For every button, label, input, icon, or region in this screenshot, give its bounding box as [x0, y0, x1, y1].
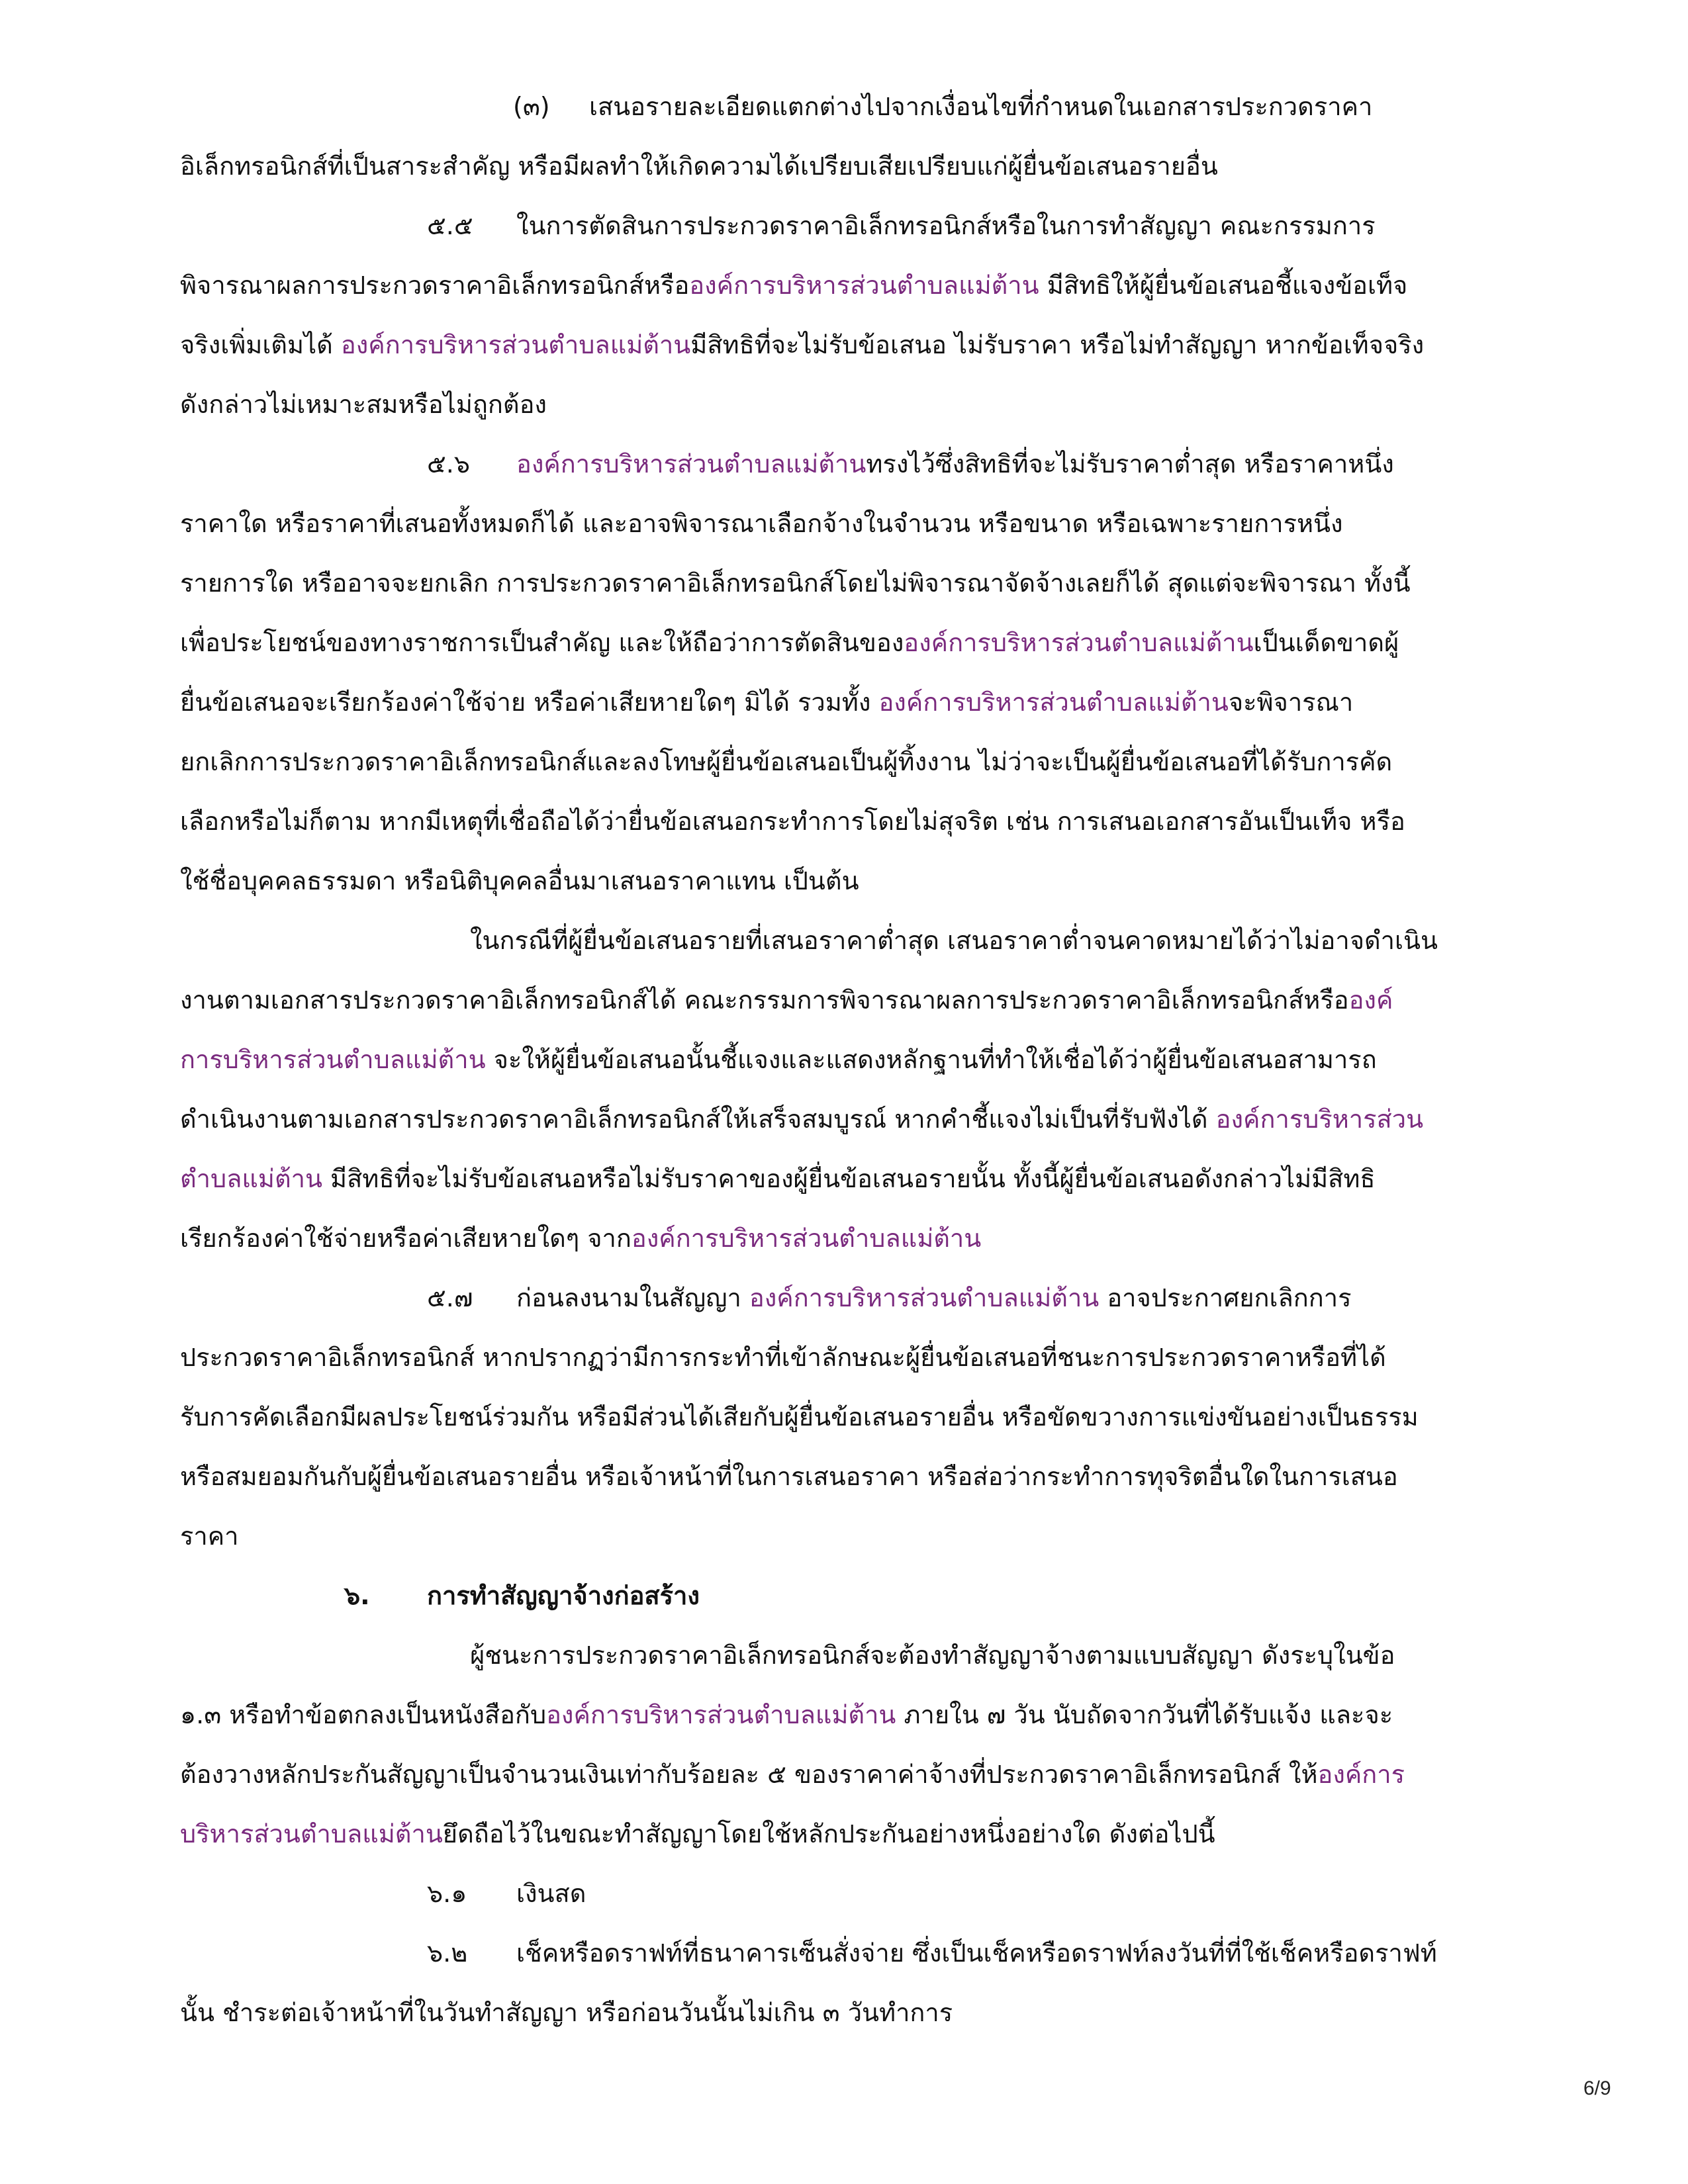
text-line: เสนอรายละเอียดแตกต่างไปจากเงื่อนไขที่กำหนดในเอกสารประกวดราคา — [589, 92, 1373, 121]
text-line: เรียกร้องค่าใช้จ่ายหรือค่าเสียหายใดๆ จากองค์การบริหารส่วนตำบลแม่ต้าน — [180, 1224, 982, 1253]
item-number: (๓) — [513, 92, 550, 121]
text-line: หรือสมยอมกันกับผู้ยื่นข้อเสนอรายอื่น หรือเจ้าหน้าที่ในการเสนอราคา หรือส่อว่ากระทำการทุจริตอื่นใดในการเสนอ — [180, 1462, 1398, 1491]
text-line: ผู้ชนะการประกวดราคาอิเล็กทรอนิกส์จะต้องทำสัญญาจ้างตามแบบสัญญา ดังระบุในข้อ — [470, 1641, 1395, 1670]
text-line: ก่อนลงนามในสัญญา องค์การบริหารส่วนตำบลแม่ต้าน อาจประกาศยกเลิกการ — [516, 1283, 1352, 1312]
org-name: องค์การบริหารส่วน — [1215, 1105, 1424, 1134]
org-name: องค์ — [1348, 985, 1393, 1015]
section-heading: การทำสัญญาจ้างก่อสร้าง — [427, 1581, 700, 1610]
org-name: ตำบลแม่ต้าน — [180, 1164, 322, 1193]
text-line: เลือกหรือไม่ก็ตาม หากมีเหตุที่เชื่อถือได้ว่ายื่นข้อเสนอกระทำการโดยไม่สุจริต เช่น การเสนอเอกสารอันเป็นเท็จ หรือ — [180, 807, 1405, 836]
text-line: ยกเลิกการประกวดราคาอิเล็กทรอนิกส์และลงโทษผู้ยื่นข้อเสนอเป็นผู้ทิ้งงาน ไม่ว่าจะเป็นผู้ยื่นข้อเสนอที่ได้รับการคัด — [180, 747, 1393, 776]
text-line: พิจารณาผลการประกวดราคาอิเล็กทรอนิกส์หรือองค์การบริหารส่วนตำบลแม่ต้าน มีสิทธิให้ผู้ยื่นข้อเสนอชี้แจงข้อเท็จ — [180, 271, 1408, 300]
text-line: ใช้ชื่อบุคคลธรรมดา หรือนิติบุคคลอื่นมาเสนอราคาแทน เป็นต้น — [180, 866, 859, 895]
text-line: ราคา — [180, 1522, 239, 1551]
text-line: ดังกล่าวไม่เหมาะสมหรือไม่ถูกต้อง — [180, 390, 547, 419]
org-name: องค์การบริหารส่วนตำบลแม่ต้าน — [878, 688, 1229, 717]
text-line: ดำเนินงานตามเอกสารประกวดราคาอิเล็กทรอนิกส์ให้เสร็จสมบูรณ์ หากคำชี้แจงไม่เป็นที่รับฟังได้ องค์การบริหารส่วน — [180, 1105, 1424, 1134]
org-name: องค์การบริหารส่วนตำบลแม่ต้าน — [689, 271, 1039, 300]
org-name: องค์การ — [1317, 1760, 1405, 1789]
text-line: ประกวดราคาอิเล็กทรอนิกส์ หากปรากฏว่ามีการกระทำที่เข้าลักษณะผู้ยื่นข้อเสนอที่ชนะการประกวดราคาหรือที่ได้ — [180, 1343, 1386, 1372]
text-line: เงินสด — [516, 1879, 586, 1908]
org-name: องค์การบริหารส่วนตำบลแม่ต้าน — [340, 330, 691, 359]
text-line: ๑.๓ หรือทำข้อตกลงเป็นหนังสือกับองค์การบริหารส่วนตำบลแม่ต้าน ภายใน ๗ วัน นับถัดจากวันที่ได้รับแจ้ง และจะ — [180, 1700, 1393, 1729]
text-line: ตำบลแม่ต้าน มีสิทธิที่จะไม่รับข้อเสนอหรือไม่รับราคาของผู้ยื่นข้อเสนอรายนั้น ทั้งนี้ผู้ยื่นข้อเสนอดังกล่าวไม่มีสิทธิ — [180, 1164, 1376, 1193]
text-line: ยื่นข้อเสนอจะเรียกร้องค่าใช้จ่าย หรือค่าเสียหายใดๆ มิได้ รวมทั้ง องค์การบริหารส่วนตำบลแม่ต้านจะพิจารณา — [180, 688, 1354, 717]
clause-number: ๕.๖ — [427, 449, 470, 478]
clause-number: ๖.๑ — [427, 1879, 467, 1908]
text-line: งานตามเอกสารประกวดราคาอิเล็กทรอนิกส์ได้ คณะกรรมการพิจารณาผลการประกวดราคาอิเล็กทรอนิกส์หรือองค์ — [180, 985, 1393, 1015]
org-name: องค์การบริหารส่วนตำบลแม่ต้าน — [631, 1224, 982, 1253]
text-line: ต้องวางหลักประกันสัญญาเป็นจำนวนเงินเท่ากับร้อยละ ๕ ของราคาค่าจ้างที่ประกวดราคาอิเล็กทรอนิกส์ ให้องค์การ — [180, 1760, 1405, 1789]
text-line: รับการคัดเลือกมีผลประโยชน์ร่วมกัน หรือมีส่วนได้เสียกับผู้ยื่นข้อเสนอรายอื่น หรือขัดขวางการแข่งขันอย่างเป็นธรรม — [180, 1402, 1419, 1432]
text-line: องค์การบริหารส่วนตำบลแม่ต้านทรงไว้ซึ่งสิทธิที่จะไม่รับราคาต่ำสุด หรือราคาหนึ่ง — [516, 449, 1394, 478]
section-number: ๖. — [344, 1581, 370, 1610]
clause-number: ๕.๗ — [427, 1283, 473, 1312]
text-line: เพื่อประโยชน์ของทางราชการเป็นสำคัญ และให้ถือว่าการตัดสินขององค์การบริหารส่วนตำบลแม่ต้านเป็นเด็ดขาดผู้ — [180, 628, 1399, 657]
text-line: อิเล็กทรอนิกส์ที่เป็นสาระสำคัญ หรือมีผลทำให้เกิดความได้เปรียบเสียเปรียบแก่ผู้ยื่นข้อเสนอรายอื่น — [180, 152, 1218, 181]
text-line: ในกรณีที่ผู้ยื่นข้อเสนอรายที่เสนอราคาต่ำสุด เสนอราคาต่ำจนคาดหมายได้ว่าไม่อาจดำเนิน — [470, 926, 1438, 955]
text-line: รายการใด หรืออาจจะยกเลิก การประกวดราคาอิเล็กทรอนิกส์โดยไม่พิจารณาจัดจ้างเลยก็ได้ สุดแต่จะพิจารณา ทั้งนี้ — [180, 569, 1411, 598]
text-line: จริงเพิ่มเติมได้ องค์การบริหารส่วนตำบลแม่ต้านมีสิทธิที่จะไม่รับข้อเสนอ ไม่รับราคา หรือไม่ทำสัญญา หากข้อเท็จจริง — [180, 330, 1425, 359]
text-line: เช็คหรือดราฟท์ที่ธนาคารเซ็นสั่งจ่าย ซึ่งเป็นเช็คหรือดราฟท์ลงวันที่ที่ใช้เช็คหรือดราฟท์ — [516, 1938, 1437, 1968]
text-line: นั้น ชำระต่อเจ้าหน้าที่ในวันทำสัญญา หรือก่อนวันนั้นไม่เกิน ๓ วันทำการ — [180, 1998, 953, 2027]
org-name: องค์การบริหารส่วนตำบลแม่ต้าน — [516, 449, 867, 478]
org-name: การบริหารส่วนตำบลแม่ต้าน — [180, 1045, 486, 1074]
org-name: องค์การบริหารส่วนตำบลแม่ต้าน — [546, 1700, 896, 1729]
page-number: 6/9 — [1583, 2077, 1611, 2099]
org-name: องค์การบริหารส่วนตำบลแม่ต้าน — [749, 1283, 1100, 1312]
text-line: การบริหารส่วนตำบลแม่ต้าน จะให้ผู้ยื่นข้อเสนอนั้นชี้แจงและแสดงหลักฐานที่ทำให้เชื่อได้ว่าผู้ยื่นข้อเสนอสามารถ — [180, 1045, 1377, 1074]
clause-number: ๕.๕ — [427, 211, 473, 240]
clause-number: ๖.๒ — [427, 1938, 468, 1968]
text-line: ราคาใด หรือราคาที่เสนอทั้งหมดก็ได้ และอาจพิจารณาเลือกจ้างในจำนวน หรือขนาด หรือเฉพาะรายการหนึ่ง — [180, 509, 1343, 538]
text-line: ในการตัดสินการประกวดราคาอิเล็กทรอนิกส์หรือในการทำสัญญา คณะกรรมการ — [516, 211, 1376, 240]
org-name: บริหารส่วนตำบลแม่ต้าน — [180, 1819, 443, 1848]
org-name: องค์การบริหารส่วนตำบลแม่ต้าน — [904, 628, 1254, 657]
text-line: บริหารส่วนตำบลแม่ต้านยึดถือไว้ในขณะทำสัญญาโดยใช้หลักประกันอย่างหนึ่งอย่างใด ดังต่อไปนี้ — [180, 1819, 1215, 1848]
